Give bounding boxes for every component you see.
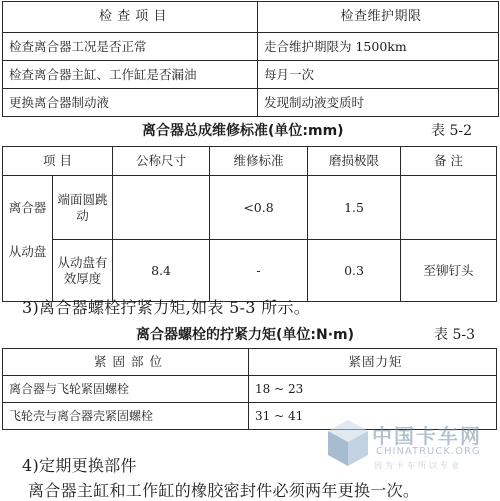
- watermark-en-text: CHINATRUCK.ORG: [376, 446, 481, 457]
- table1-header-interval: 检查维护期限: [258, 2, 499, 33]
- table1-header-item: 检 查 项 目: [3, 2, 258, 33]
- table2-cell: 端面圆跳动: [53, 176, 113, 240]
- table2-cell: 从动盘有效厚度: [53, 240, 113, 302]
- watermark-logo: [324, 416, 494, 478]
- table2-header-nominal: 公称尺寸: [113, 147, 210, 176]
- maintenance-interval-table: [2, 1, 499, 117]
- clutch-repair-standard-table: [2, 146, 497, 302]
- table3-header-torque: 紧固力矩: [249, 349, 497, 376]
- watermark-slogan: 因为卡车所以专业: [374, 461, 462, 470]
- table3-cell: 31 ~ 41: [249, 403, 497, 430]
- table3-header-location: 紧 固 部 位: [3, 349, 249, 376]
- paragraph-seal-replacement: 离合器主缸和工作缸的橡胶密封件必须两年更换一次。: [28, 481, 420, 500]
- table1-cell: 发现制动液变质时: [258, 89, 499, 117]
- table2-header-remark: 备 注: [401, 147, 497, 176]
- paragraph-periodic-replacement: 4)定期更换部件: [22, 456, 137, 475]
- table3-title: 离合器螺栓的拧紧力矩(单位:N·m): [136, 327, 355, 343]
- table3-cell: 18 ~ 23: [249, 376, 497, 403]
- table2-cell: [113, 176, 210, 240]
- table3-number: 表 5-3: [434, 327, 475, 343]
- table1-cell: 每月一次: [258, 61, 499, 89]
- table2-cell: [401, 176, 497, 240]
- table1-cell: 检查离合器工况是否正常: [3, 33, 258, 61]
- paragraph-torque-intro: 3)离合器螺栓拧紧力矩,如表 5-3 所示。: [22, 298, 311, 317]
- table3-cell: 飞轮壳与离合器壳紧固螺栓: [3, 403, 249, 430]
- table2-cell: 至铆钉头: [401, 240, 497, 302]
- table2-header-standard: 维修标准: [210, 147, 308, 176]
- table2-cell: 1.5: [308, 176, 401, 240]
- table2-header-item: 项 目: [3, 147, 113, 176]
- watermark-cn-text: 中国卡车网: [372, 424, 482, 448]
- table3-cell: 离合器与飞轮紧固螺栓: [3, 376, 249, 403]
- watermark-cube-icon: [324, 416, 372, 472]
- table2-header-limit: 磨损极限: [308, 147, 401, 176]
- table2-group-clutch: 离合器: [3, 176, 53, 240]
- table2-cell: -: [210, 240, 308, 302]
- table1-cell: 检查离合器主缸、工作缸是否漏油: [3, 61, 258, 89]
- table2-group-disc: 从动盘: [3, 240, 53, 302]
- table2-title: 离合器总成维修标准(单位:mm): [142, 123, 344, 139]
- table2-cell: <0.8: [210, 176, 308, 240]
- table1-cell: 更换离合器制动液: [3, 89, 258, 117]
- table2-number: 表 5-2: [431, 123, 472, 139]
- table2-cell: 0.3: [308, 240, 401, 302]
- table2-cell: 8.4: [113, 240, 210, 302]
- table1-cell: 走合维护期限为 1500km: [258, 33, 499, 61]
